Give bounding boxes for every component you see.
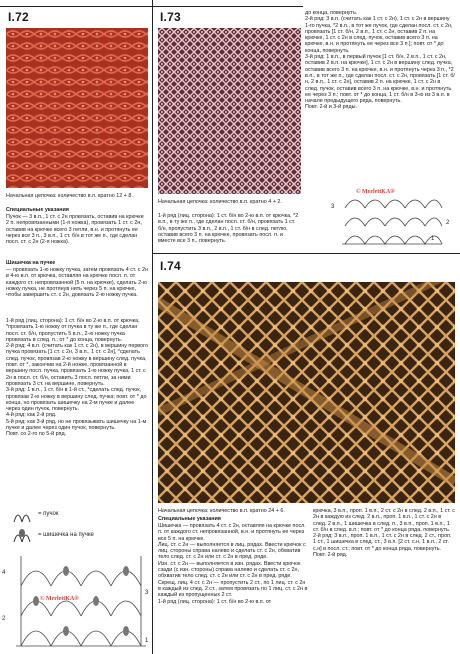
pattern-73-rows-right: до конца, повернуть. 2-й ряд: 3 в.п. (считать как 1 ст. с 2н), 1 ст. с 2н в вершину 1-го пучка, *2 в.п., в тот же пучок, где сделан посл. ст. с 2н, провязать [1 ст. б/н, 2 в.п., 1 ст. с 2н, оставив 2 п. на крючке, 1 ст. с 2н в след. пучок, оставив всего 3 п. на крючке, в.н. и протянуть ее через все 3 п.]; повт. от * до конца, повернуть. 3-й ряд: 1 в.п., в первый пучок [1 ст. б/н, 2 в.п., 1 ст. с 2н, оставив 2 в.п. на крючке], 1 ст. с 2н в вершину след. пучка, оставив всего 3 п. на крючке, в.н. и протянуть через 3 п., *2 в.п., в тот же п., где сделан посл. ст. с 2н, провязать [1 ст. б/н, 2 в.п., 1 ст. с 2н], оставив 2 п. на крючке, 1 ст. с 2н в след. пучок, оставив всего 3 п. на крючке, в.н. и протянуть ее через 3 п.; повт. от * до конца, 1 ст. б/н в 3-ю из 3 в.п. в начале предыдущего ряда, повернуть. Повт. 2-й и 3-й ряды.: [305, 10, 455, 111]
pattern-73-photo: [158, 28, 301, 194]
pattern-72-cluster-heading: Шишечка на пучке: [6, 260, 56, 266]
diagram-73-row-2: 2: [446, 220, 450, 226]
pattern-74-chain: Начальная цепочка: количество в.п. кратно 24 + 6.: [158, 508, 285, 514]
pattern-73-diagram: [340, 190, 445, 248]
pattern-73-rows-left: 1-й ряд (лиц. сторона): 1 ст. б/н во 2-ю в.п. от крючка, *2 в.п., в ту же п., где сделан посл. ст. б/н, провязать 1 ст. б/н, пропустить 3 в.п., 2 в.п., 1 ст. б/н в след. петлю, оставив всего 3 п. на крючке, провязать посл. п. и вместе все 3 п., повернуть.: [158, 213, 300, 245]
pattern-label-74: I.74: [160, 259, 181, 273]
diagram-72-row-1: 1: [145, 638, 149, 644]
divider-middle: [153, 253, 460, 254]
lace-texture-72: [6, 28, 148, 188]
pattern-72-chain: Начальная цепочка: количество в.п. кратно 12 + 8.: [6, 193, 133, 199]
pattern-72-cluster: — провязать 1-ю ножку пучка, затем провязать 4 ст. с 2н в 4-ю в.п. от крючка, оставляя на крючке посл. п. от каждого ст. непровязанной (5 п. на крючке), сделать 2-ю ножку пучка, не протянув нить через 5 п. на крючке, чтобы завершить ст. с 2н, довязать 2-ю ножку пучка.: [6, 267, 150, 299]
pattern-72-diagram: [6, 546, 152, 652]
pattern-74-notes-heading: Специальные указания: [158, 516, 221, 522]
legend-bobble-label: = пучок: [38, 511, 59, 517]
pattern-74-photo: [158, 282, 455, 503]
divider-top-left: [0, 6, 152, 7]
legend-cluster-label: = шишечка на пучке: [38, 532, 94, 538]
diagram-72-row-2: 2: [2, 616, 6, 622]
pattern-72-photo: [6, 28, 148, 188]
pattern-72-notes: Пучок — 3 в.п., 1 ст. с 2н провязать, оставив на крючке 2 п. непровязанными (1-я ножка), провязать 1 ст. с 2н, оставив на крючке всего 3 петли, в.н. и протянуть ее через все 3 п., 3 в.п., 1 ст. б/н в тот же п., где сделан посл. ст. с 2н (2-я ножка).: [6, 214, 146, 246]
diagram-72-row-3: 3: [145, 590, 149, 596]
pattern-73-chain: Начальная цепочка: количество в.п. кратно 4 + 2.: [158, 199, 282, 205]
pattern-74-text-right: крючка, 3 в.п., проп. 1 в.п., 2 ст. с 2н в след. 2 в.п., 1 ст. с 2н в каждую из след. 2 в.п., проп. 1 в.п., 1 ст. с 2н в след. 2 в.п., 1 шишечка в след. п., 3 в.п., проп. 1 в.п., 1 ст. б/н в след. в.п.; повт. от * до конца ряда, повернуть. 2-й ряд: 3 в.п., проп. 1 в.п., 1 ст. с 2н в след. 2 ст., проп. 1 ст., 1 шишечка в след. ст., 3 в.п. [2 ст. с.н, 1 в.п., 2 ст. с.н] в посл. ст.; повт. от * до конца ряда, повернуть. Повт. 2-й ряд.: [313, 508, 455, 559]
watermark-72: © MerlettKA®: [40, 596, 79, 602]
diagram-72-row-4: 4: [2, 570, 6, 576]
lace-texture-74: [158, 282, 455, 503]
pattern-label-72: I.72: [8, 10, 29, 24]
pattern-label-73: I.73: [160, 10, 181, 24]
legend-bobble-symbol: [12, 508, 32, 524]
watermark-73: © MerlettKA®: [356, 189, 395, 195]
divider-top-right: [153, 6, 303, 7]
lace-texture-73: [158, 28, 301, 194]
legend-cluster-symbol: [12, 528, 32, 544]
pattern-72-notes-heading: Специальные указания: [6, 207, 69, 213]
diagram-73-row-3: 3: [331, 204, 335, 210]
pattern-72-rows: 1-й ряд (лиц. сторона): 1 ст. б/н во 2-ю в.п. от крючка, *провязать 1-ю ножку от пучка в ту же п., где сделан посл. ст. б/н, пропустить 5 в.п., 2-ю ножку пучка провязать в след. п.; от * до конца, повернуть. 2-й ряд: 4 в.п. (считать как 1 ст. с 2н), в вершину первого пучка провязать [1 ст. с 2н, 3 в.п., 1 ст. с 2н], *сделать след. пучок, провязав 2-ю ножку в вершину след. пучка, повт. от *, закончив на 2-й ножке, провязанной в вершину посл. пучка, провязать 1-ю ножку пучка, 1 ст. с 2н в посл. ст. б/н, оставить 3 посл. петли, за ними провязать 3 ст. на вершине, повернуть. 3-й ряд: 1 в.п., 1 ст. б/н в 1-й ст., *сделать след. пучок, провязав 2-ю ножку в вершину след. пучка; повт. от * до конца, но провязать шишечку на 2-м пучке и далее через один пучок, повернуть. 4-й ряд: как 2-й ряд. 5-й ряд: как 3-й ряд, но не провязывать шишечку на 1-м пучке и далее через один пучок, повернуть. Повт. со 2-го по 5-й ряд.: [6, 318, 148, 438]
divider-vertical: [152, 0, 153, 654]
pattern-74-text-left: Шишечка — провязать 4 ст. с 2н, оставляя на крючке посл. п. от каждого ст. непровязанной, в.н. и протянуть ее через все 5 п. на крючке. Лиц. ст. с 2н — выполняется в лиц. рядах. Ввести крючок с лиц. стороны справа налево и сделать ст. с 2н, обхватив тело след. ст. с 2н или ст. с 2н в пред. ряде. Изн. ст. с 2н — выполняется в изн. рядах. Ввести крючок сзади (с изн. стороны) справа налево и сделать ст. с 2н, обхватив тело след. ст. с 2н или ст. с 2н в пред. ряде. Скрещ. лиц. 4 ст. с 2н — пропустить 2 ст., по 1 лиц. ст. с 2н в каждый из след. 2 ст., затем провязать по 1 лиц. ст. с 2н в каждый из пропущенных 2 ст. 1-й ряд (лиц. сторона): 1 ст. б/н во 2-ю в.п. от: [158, 523, 308, 605]
diagram-73-row-1: 1: [431, 236, 435, 242]
